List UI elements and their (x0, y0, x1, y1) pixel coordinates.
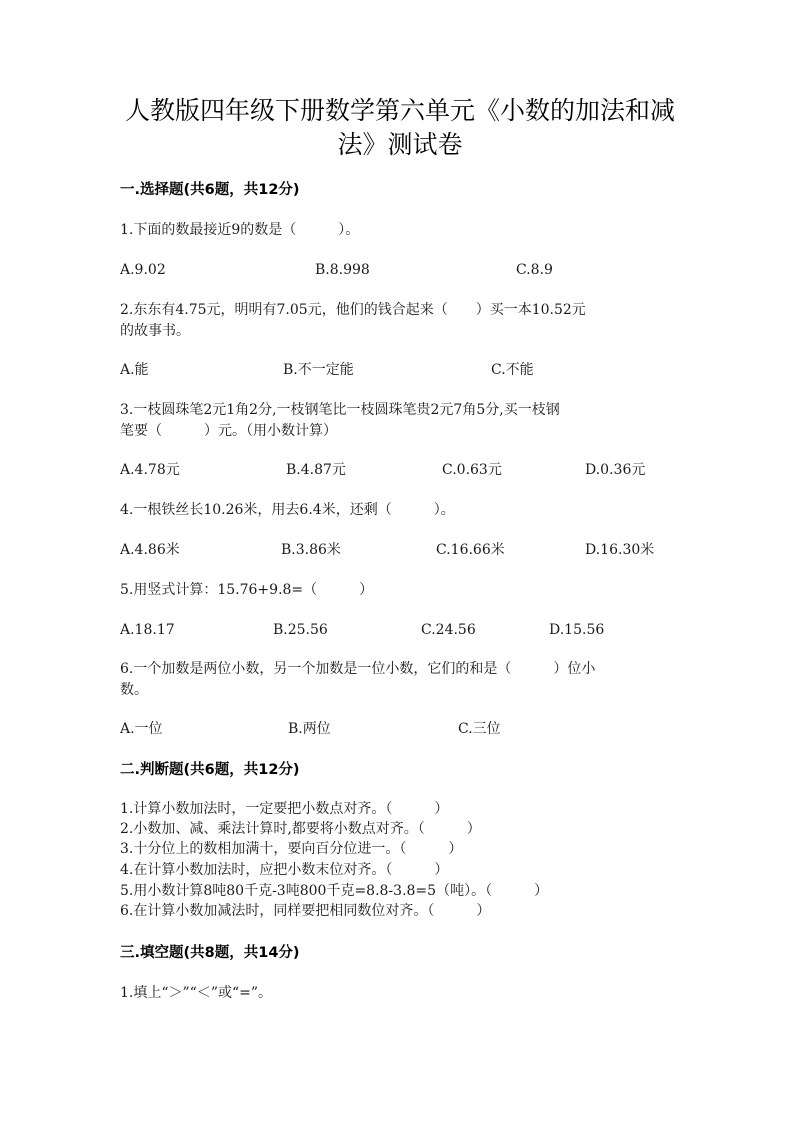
question-5-option-a: A.18.17 (120, 622, 175, 638)
judge-item-2: 2.小数加、减、乘法计算时,都要将小数点对齐。（ ） (120, 821, 481, 837)
question-4-option-a: A.4.86米 (120, 542, 180, 558)
judge-item-4: 4.在计算小数加法时，应把小数末位对齐。（ ） (120, 862, 449, 878)
question-1-option-b: B.8.998 (315, 262, 370, 278)
judge-item-6: 6.在计算小数加减法时，同样要把相同数位对齐。（ ） (120, 903, 491, 919)
page-title-line1: 人教版四年级下册数学第六单元《小数的加法和减 (124, 96, 675, 125)
section-heading-judge: 二.判断题(共6题，共12分) (120, 762, 300, 778)
section-heading-fill: 三.填空题(共8题，共14分) (120, 945, 300, 961)
question-5-option-d: D.15.56 (549, 622, 605, 638)
question-3-option-b: B.4.87元 (286, 462, 346, 478)
question-3-option-d: D.0.36元 (585, 462, 646, 478)
judge-item-5: 5.用小数计算8吨80千克-3吨800千克=8.8-3.8=5（吨）。（ ） (120, 883, 549, 899)
question-6-option-b: B.两位 (288, 721, 331, 737)
question-4-stem: 4.一根铁丝长10.26米，用去6.4米，还剩（ ）。 (120, 502, 455, 518)
question-5-stem: 5.用竖式计算：15.76+9.8=（ ） (120, 582, 374, 598)
question-6-stem-line1: 6.一个加数是两位小数，另一个加数是一位小数，它们的和是（ ）位小 (120, 661, 596, 677)
question-5-option-c: C.24.56 (421, 622, 476, 638)
section-heading-choice: 一.选择题(共6题，共12分) (120, 182, 300, 198)
fill-question-1: 1.填上“＞”“＜”或“=”。 (120, 985, 273, 1001)
question-1-option-a: A.9.02 (120, 262, 166, 278)
question-6-option-c: C.三位 (458, 721, 501, 737)
question-3-stem-line2: 笔要（ ）元。（用小数计算） (120, 423, 337, 439)
question-2-option-b: B.不一定能 (283, 362, 354, 378)
question-3-option-c: C.0.63元 (442, 462, 502, 478)
question-5-option-b: B.25.56 (273, 622, 328, 638)
question-6-stem-line2: 数。 (120, 682, 148, 698)
question-2-stem-line1: 2.东东有4.75元，明明有7.05元，他们的钱合起来（ ）买一本10.52元 (120, 302, 586, 318)
question-2-option-a: A.能 (120, 362, 149, 378)
question-1-option-c: C.8.9 (516, 262, 553, 278)
question-3-option-a: A.4.78元 (120, 462, 180, 478)
question-6-option-a: A.一位 (120, 721, 163, 737)
judge-item-3: 3.十分位上的数相加满十，要向百分位进一。（ ） (120, 841, 463, 857)
page-title-line2: 法》测试卷 (337, 130, 463, 159)
question-1-stem: 1.下面的数最接近9的数是（ ）。 (120, 222, 360, 238)
question-4-option-d: D.16.30米 (585, 542, 655, 558)
question-3-stem-line1: 3.一枝圆珠笔2元1角2分,一枝钢笔比一枝圆珠笔贵2元7角5分,买一枝钢 (120, 402, 560, 418)
question-2-stem-line2: 的故事书。 (120, 323, 190, 339)
question-2-option-c: C.不能 (491, 362, 534, 378)
question-4-option-b: B.3.86米 (281, 542, 341, 558)
judge-item-1: 1.计算小数加法时，一定要把小数点对齐。（ ） (120, 801, 449, 817)
question-4-option-c: C.16.66米 (436, 542, 505, 558)
